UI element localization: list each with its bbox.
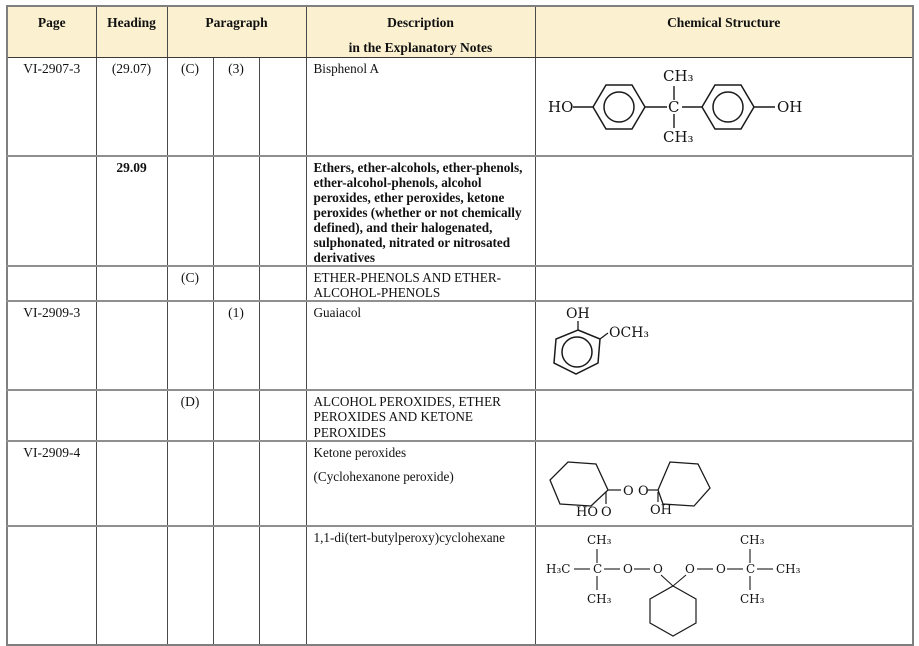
page-cell <box>7 266 96 301</box>
structure-cell <box>535 156 913 266</box>
cyclohexane-ring <box>650 586 696 636</box>
structure-cell <box>535 441 913 526</box>
bisphenol-a-structure <box>542 60 912 150</box>
atom-label: O <box>637 483 649 499</box>
atom-label: H₃C <box>545 561 570 576</box>
atom-label: CH₃ <box>586 532 611 547</box>
table-row <box>7 266 913 301</box>
paragraph-cell <box>167 526 213 645</box>
atom-label: OCH₃ <box>608 325 649 342</box>
column-header-label: Page <box>37 15 66 30</box>
column-header-label: Paragraph <box>205 15 268 30</box>
atom-label: CH₃ <box>662 67 694 85</box>
column-header-page <box>7 6 96 58</box>
structure-cell <box>535 526 913 645</box>
atom-label: C <box>667 98 679 116</box>
atom-label: CH₃ <box>775 561 800 576</box>
heading-cell: 29.09 <box>96 156 167 266</box>
structure-cell <box>535 301 913 390</box>
description-cell <box>306 441 535 526</box>
description-cell: Ethers, ether-alcohols, ether-phenols, ether-alcohol-phenols, alcohol peroxides, ether peroxides, ketone peroxides (whether or not chemically defined), and their halogenated, sulphonated, nitrated or nitrosated derivatives <box>306 156 535 266</box>
heading-cell <box>96 301 167 390</box>
guaiacol-structure <box>542 304 912 384</box>
atom-label: C <box>745 561 755 576</box>
page-cell: VI-2909-3 <box>7 301 96 390</box>
column-header-chemical-structure <box>535 6 913 58</box>
description-cell: Bisphenol A <box>306 58 535 157</box>
atom-label: O <box>715 561 726 576</box>
paragraph-cell: (C) <box>167 58 213 157</box>
paragraph-cell <box>213 156 259 266</box>
cyclohexane-ring <box>550 462 608 506</box>
page-cell <box>7 526 96 645</box>
atom-label: OH <box>776 98 802 116</box>
paragraph-cell <box>213 390 259 440</box>
page-cell: VI-2909-4 <box>7 441 96 526</box>
description-cell: ALCOHOL PEROXIDES, ETHER PEROXIDES AND KETONE PEROXIDES <box>306 390 535 440</box>
heading-cell <box>96 390 167 440</box>
paragraph-cell <box>213 441 259 526</box>
atom-label: CH₃ <box>739 591 764 606</box>
dtbp-cyclohexane-structure <box>542 529 912 639</box>
heading-cell <box>96 266 167 301</box>
column-header-paragraph <box>167 6 306 58</box>
table-row <box>7 301 913 390</box>
paragraph-cell <box>259 441 306 526</box>
atom-label: CH₃ <box>586 591 611 606</box>
paragraph-cell: (1) <box>213 301 259 390</box>
atom-label: O <box>622 483 634 499</box>
description-line: Ketone peroxides <box>313 444 407 460</box>
structure-cell <box>535 58 913 157</box>
paragraph-cell <box>167 441 213 526</box>
column-header-sublabel: in the Explanatory Notes <box>348 40 493 55</box>
column-header-label: Description <box>387 15 454 30</box>
atom-label: CH₃ <box>662 128 694 146</box>
table-header-row <box>7 6 913 58</box>
table-row <box>7 441 913 526</box>
paragraph-cell: (D) <box>167 390 213 440</box>
page-cell <box>7 156 96 266</box>
heading-cell <box>96 441 167 526</box>
paragraph-cell: (3) <box>213 58 259 157</box>
table-row <box>7 58 913 157</box>
page-cell <box>7 390 96 440</box>
paragraph-cell <box>259 301 306 390</box>
paragraph-cell <box>167 156 213 266</box>
column-header-label: Heading <box>107 15 156 30</box>
atom-label: OH <box>565 306 590 323</box>
atom-label: CH₃ <box>739 532 764 547</box>
atom-label: HO <box>575 504 598 520</box>
paragraph-cell <box>259 156 306 266</box>
heading-cell <box>96 526 167 645</box>
explanatory-notes-table <box>6 5 914 646</box>
table-row <box>7 156 913 266</box>
column-header-label: Chemical Structure <box>667 15 781 30</box>
paragraph-cell <box>213 266 259 301</box>
atom-label: O <box>652 561 663 576</box>
atom-label: OH <box>649 502 672 518</box>
description-cell: Guaiacol <box>306 301 535 390</box>
page-cell: VI-2907-3 <box>23 61 81 76</box>
atom-label: HO <box>547 98 573 116</box>
paragraph-cell <box>259 266 306 301</box>
paragraph-cell: (C) <box>167 266 213 301</box>
table-row <box>7 526 913 645</box>
table-row <box>7 390 913 440</box>
atom-label: O <box>600 504 612 520</box>
paragraph-cell <box>167 301 213 390</box>
cyclohexanone-peroxide-structure <box>542 444 912 520</box>
column-header-description <box>306 6 535 58</box>
structure-cell <box>535 390 913 440</box>
description-line: (Cyclohexanone peroxide) <box>313 468 454 484</box>
paragraph-cell <box>259 526 306 645</box>
description-cell: 1,1-di(tert-butylperoxy)cyclohexane <box>306 526 535 645</box>
atom-label: O <box>684 561 695 576</box>
atom-label: C <box>592 561 602 576</box>
cyclohexane-ring <box>658 462 710 506</box>
paragraph-cell <box>213 526 259 645</box>
description-cell: ETHER-PHENOLS AND ETHER-ALCOHOL-PHENOLS <box>306 266 535 301</box>
paragraph-cell <box>259 58 306 157</box>
paragraph-cell <box>259 390 306 440</box>
atom-label: O <box>622 561 633 576</box>
heading-cell: (29.07) <box>96 58 167 157</box>
column-header-heading <box>96 6 167 58</box>
structure-cell <box>535 266 913 301</box>
